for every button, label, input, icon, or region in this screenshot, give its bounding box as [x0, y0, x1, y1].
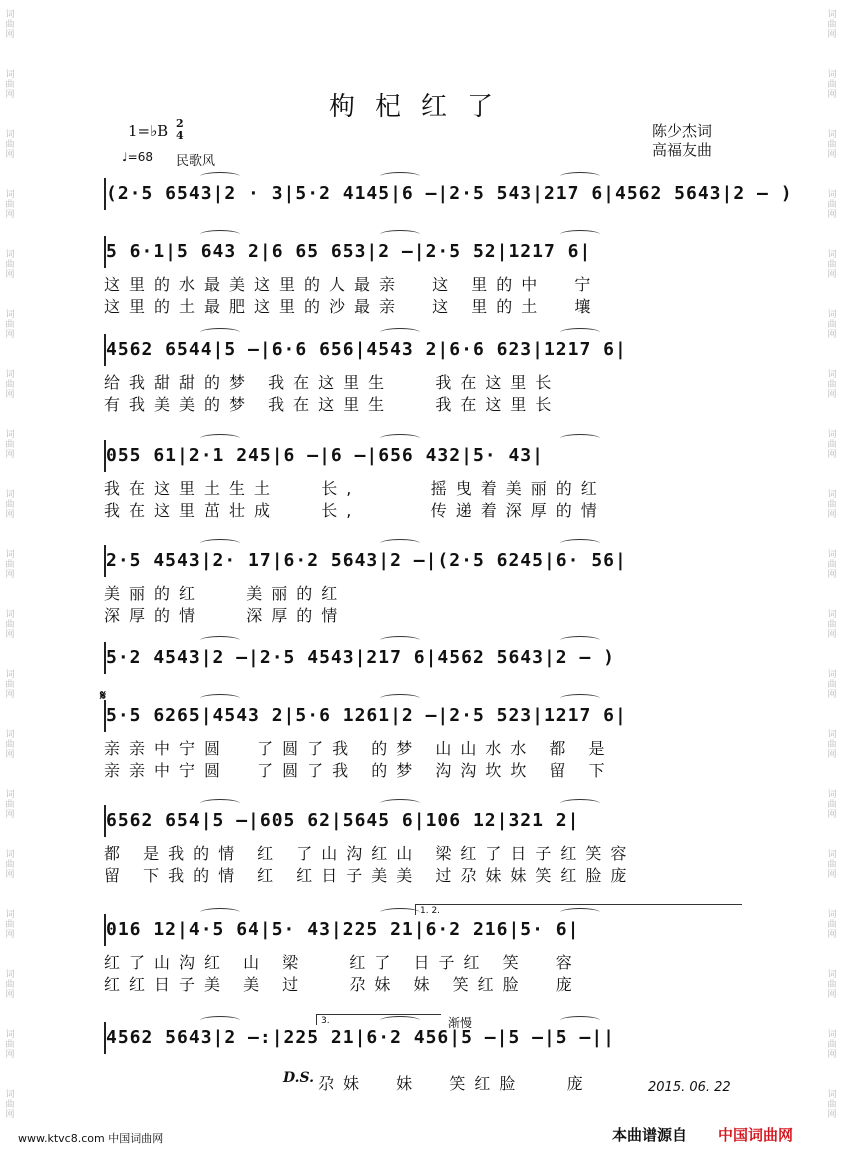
- slur-mark: [560, 172, 600, 181]
- ds-mark: D.S.: [283, 1070, 315, 1086]
- notation-line: (2·5 6543|2 · 3|5·2 4145|6 –|2·5 543|217 6|4562 5643|2 – ): [104, 178, 746, 210]
- watermark-text: 词曲网: [5, 70, 15, 100]
- slur-mark: [560, 1016, 600, 1025]
- footer-site: www.ktvc8.com 中国词曲网: [18, 1132, 164, 1145]
- watermark-text: 词曲网: [827, 190, 837, 220]
- watermark-text: 词曲网: [827, 910, 837, 940]
- notation-line: 5·5 6265|4543 2|5·6 1261|2 –|2·5 523|1217 6|: [104, 700, 746, 732]
- slur-mark: [560, 230, 600, 239]
- watermark-text: 词曲网: [5, 610, 15, 640]
- watermark-text: 词曲网: [827, 490, 837, 520]
- watermark-text: 词曲网: [827, 850, 837, 880]
- watermark-text: 词曲网: [5, 1030, 15, 1060]
- watermark-text: 词曲网: [5, 130, 15, 160]
- slur-mark: [380, 172, 420, 181]
- watermark-text: 词曲网: [5, 430, 15, 460]
- notation-line: 4562 6544|5 –|6·6 656|4543 2|6·6 623|1217 6|: [104, 334, 746, 366]
- slur-mark: [560, 636, 600, 645]
- slur-mark: [560, 328, 600, 337]
- watermark-text: 词曲网: [827, 70, 837, 100]
- watermark-text: 词曲网: [5, 550, 15, 580]
- watermark-text: 词曲网: [827, 430, 837, 460]
- watermark-text: 词曲网: [5, 1090, 15, 1120]
- notation-line: 2·5 4543|2· 17|6·2 5643|2 –|(2·5 6245|6· 56|: [104, 545, 746, 577]
- slur-mark: [560, 694, 600, 703]
- watermark-text: 词曲网: [5, 730, 15, 760]
- lyric-line: 这里的水最美这里的人最亲 这 里的中 宁: [104, 275, 600, 294]
- lyricist: 陈少杰词: [652, 122, 713, 140]
- watermark-text: 词曲网: [5, 850, 15, 880]
- slur-mark: [200, 328, 240, 337]
- segno-sign: 𝄋: [100, 688, 107, 704]
- song-title: 枸杞红了: [328, 92, 513, 122]
- lyric-line: 都 是我的情 红 了山沟红山 梁红了日子红笑容: [104, 844, 636, 863]
- slur-mark: [560, 434, 600, 443]
- watermark-text: 词曲网: [827, 130, 837, 160]
- slur-mark: [200, 434, 240, 443]
- slur-mark: [380, 328, 420, 337]
- watermark-text: 词曲网: [827, 10, 837, 40]
- slur-mark: [200, 1016, 240, 1025]
- watermark-text: 词曲网: [827, 970, 837, 1000]
- volta-third-ending: 3.: [316, 1014, 441, 1025]
- slur-mark: [200, 539, 240, 548]
- slur-mark: [200, 799, 240, 808]
- composer: 高福友曲: [652, 141, 713, 159]
- lyric-line: 这里的土最肥这里的沙最亲 这 里的土 壤: [104, 297, 600, 316]
- lyric-line: 红红日子美 美 过 尕妹 妹 笑红脸 庞: [104, 975, 581, 994]
- lyric-line: 留 下我的情 红 红日子美美 过尕妹妹笑红脸庞: [104, 866, 636, 885]
- volta-first-ending: 1. 2.: [415, 904, 742, 915]
- watermark-text: 词曲网: [5, 190, 15, 220]
- slur-mark: [560, 539, 600, 548]
- watermark-text: 词曲网: [827, 790, 837, 820]
- lyric-line: 深厚的情 深厚的情: [104, 606, 347, 625]
- watermark-text: 词曲网: [5, 790, 15, 820]
- key-signature: 1=♭B: [128, 122, 169, 140]
- slur-mark: [380, 230, 420, 239]
- tempo-change-mark: 渐慢: [448, 1016, 473, 1030]
- style-mark: 民歌风: [176, 154, 216, 169]
- footer-brand: 中国词曲网: [718, 1126, 794, 1144]
- watermark-text: 词曲网: [5, 910, 15, 940]
- watermark-text: 词曲网: [827, 670, 837, 700]
- watermark-text: 词曲网: [5, 970, 15, 1000]
- slur-mark: [380, 908, 420, 917]
- lyric-line: 美丽的红 美丽的红: [104, 584, 347, 603]
- meter-top: 2: [176, 117, 184, 130]
- tempo-mark: ♩=68: [122, 150, 153, 164]
- watermark-text: 词曲网: [827, 370, 837, 400]
- watermark-text: 词曲网: [827, 250, 837, 280]
- watermark-text: 词曲网: [5, 10, 15, 40]
- notation-line: 5·2 4543|2 –|2·5 4543|217 6|4562 5643|2 – ): [104, 642, 746, 674]
- watermark-text: 词曲网: [827, 1030, 837, 1060]
- slur-mark: [380, 799, 420, 808]
- slur-mark: [200, 636, 240, 645]
- meter-bottom: 4: [176, 129, 184, 142]
- footer-source-label: 本曲谱源自: [612, 1126, 688, 1144]
- slur-mark: [380, 539, 420, 548]
- notation-line: 5 6·1|5 643 2|6 65 653|2 –|2·5 52|1217 6|: [104, 236, 746, 268]
- watermark-text: 词曲网: [5, 490, 15, 520]
- slur-mark: [380, 694, 420, 703]
- notation-line: 4562 5643|2 –:|225 21|6·2 456|5 –|5 –|5 –||: [104, 1022, 746, 1054]
- slur-mark: [200, 230, 240, 239]
- notation-line: 016 12|4·5 64|5· 43|225 21|6·2 216|5· 6|: [104, 914, 746, 946]
- watermark-text: 词曲网: [5, 250, 15, 280]
- lyric-line: 我在这里土生土 长, 摇曳着美丽的红: [104, 479, 606, 498]
- watermark-text: 词曲网: [827, 610, 837, 640]
- lyric-line: 有我美美的梦 我在这里生 我在这里长: [104, 395, 561, 414]
- slur-mark: [200, 694, 240, 703]
- watermark-text: 词曲网: [827, 310, 837, 340]
- lyric-line: 给我甜甜的梦 我在这里生 我在这里长: [104, 373, 561, 392]
- watermark-text: 词曲网: [827, 1090, 837, 1120]
- lyric-line: 红了山沟红 山 梁 红了 日子红 笑 容: [104, 953, 581, 972]
- watermark-text: 词曲网: [827, 730, 837, 760]
- slur-mark: [200, 172, 240, 181]
- lyric-line: 亲亲中宁圆 了圆了我 的梦 沟沟坎坎 留 下: [104, 761, 614, 780]
- watermark-text: 词曲网: [5, 310, 15, 340]
- notation-line: 6562 654|5 –|605 62|5645 6|106 12|321 2|: [104, 805, 746, 837]
- score-date: 2015. 06. 22: [648, 1080, 731, 1095]
- slur-mark: [200, 908, 240, 917]
- notation-line: 055 61|2·1 245|6 –|6 –|656 432|5· 43|: [104, 440, 746, 472]
- slur-mark: [380, 636, 420, 645]
- watermark-text: 词曲网: [5, 370, 15, 400]
- watermark-text: 词曲网: [827, 550, 837, 580]
- ds-lyrics: 尕妹 妹 笑红脸 庞: [318, 1074, 592, 1093]
- lyric-line: 我在这里茁壮成 长, 传递着深厚的情: [104, 501, 606, 520]
- watermark-text: 词曲网: [5, 670, 15, 700]
- slur-mark: [560, 799, 600, 808]
- lyric-line: 亲亲中宁圆 了圆了我 的梦 山山水水 都 是: [104, 739, 614, 758]
- slur-mark: [380, 434, 420, 443]
